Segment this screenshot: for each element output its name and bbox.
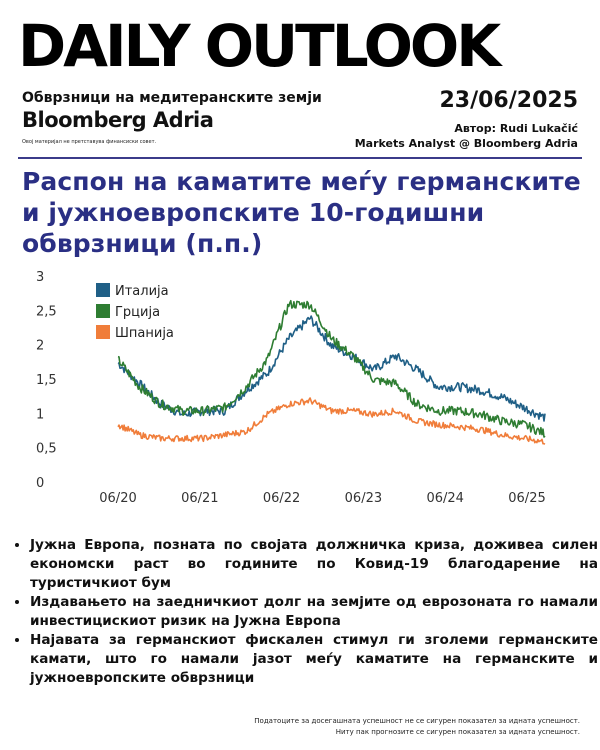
masthead-title: DAILY OUTLOOK — [18, 12, 499, 80]
line-chart — [0, 265, 600, 520]
footer-disclaimer: Податоците за досегашната успешност не се сигурен показател за идната успешност. — [254, 717, 580, 725]
chart-title: Распон на каматите меѓу германските и јужноевропските 10-годишни обврзници (п.п.) — [22, 167, 581, 258]
bullet-list — [12, 536, 598, 688]
x-axis-ticks — [99, 491, 545, 506]
y-tick-label: 0 — [36, 476, 45, 491]
legend-swatch — [96, 325, 110, 339]
x-tick-label: 06/21 — [181, 491, 219, 506]
x-tick-label: 06/20 — [99, 491, 137, 506]
y-tick-label: 2,5 — [36, 304, 57, 320]
bullet-item: • Јужна Европа, позната по својата должничка криза, доживеа силен економски раст во годините по Ковид-19 благодарение на туристичкиот бум — [30, 536, 598, 593]
y-tick-label: 2 — [36, 338, 45, 354]
analyst-line: Markets Analyst @ Bloomberg Adria — [354, 137, 578, 150]
report-date: 23/06/2025 — [439, 88, 578, 113]
brand-name: Bloomberg Adria — [22, 108, 214, 132]
footer-disclaimer: Ниту пак прогнозите се сигурен показател за идната успешност. — [335, 728, 580, 736]
legend-swatch — [96, 283, 110, 297]
x-tick-label: 06/25 — [508, 491, 546, 506]
x-tick-label: 06/22 — [262, 491, 301, 506]
y-tick-label: 0,5 — [36, 441, 57, 457]
legend-label: Грција — [115, 305, 161, 320]
series-line-2 — [118, 301, 545, 437]
disclaimer-text: Овој материјал не претставува финансиски совет. — [22, 139, 157, 145]
y-tick-label: 3 — [36, 270, 45, 285]
report-subtitle: Обврзници на медитеранските земји — [22, 90, 322, 106]
legend-label: Италија — [115, 284, 169, 299]
series-line-3 — [118, 398, 545, 444]
bullet-item: • Најавата за германскиот фискален стимул ги зголеми германските камати, што го намали јазот меѓу каматите на германските и јужноевропските обврзници — [30, 631, 598, 688]
x-tick-label: 06/24 — [426, 491, 464, 506]
y-axis-ticks — [36, 270, 57, 491]
bullet-item: • Издавањето на заедничкиот долг на земјите од еврозоната го намали инвестицискиот ризик на Јужна Европа — [30, 593, 598, 631]
author-line: Автор: Rudi Lukačić — [454, 122, 578, 135]
legend-label: Шпанија — [115, 326, 174, 341]
legend-swatch — [96, 304, 110, 318]
series-line-1 — [118, 316, 545, 421]
y-tick-label: 1 — [36, 407, 45, 423]
chart-legend — [96, 283, 174, 341]
series-lines — [118, 301, 545, 445]
divider — [18, 157, 582, 159]
y-tick-label: 1,5 — [36, 373, 57, 388]
x-tick-label: 06/23 — [344, 491, 383, 506]
